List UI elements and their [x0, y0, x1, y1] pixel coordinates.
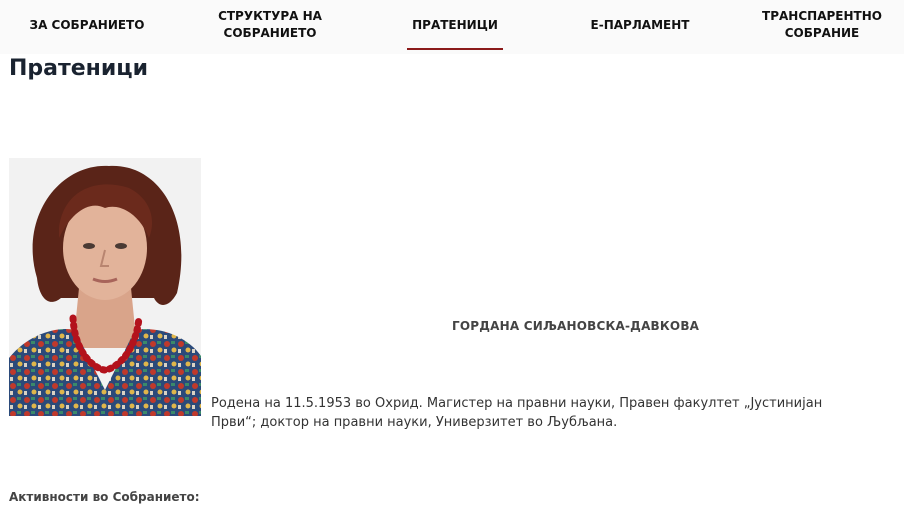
page-title: Пратеници	[9, 56, 149, 81]
nav-item-label: Е-ПАРЛАМЕНТ	[590, 17, 690, 32]
mp-name: ГОРДАНА СИЉАНОВСКА-ДАВКОВА	[452, 319, 700, 333]
nav-item-label: ЗА СОБРАНИЕТО	[29, 17, 145, 32]
nav-item-transparent-assembly[interactable]	[752, 0, 892, 50]
nav-item-label-line-2: СОБРАНИЕТО	[223, 26, 317, 40]
activities-heading: Активности во Собранието:	[9, 490, 200, 504]
nav-item-mps[interactable]	[407, 0, 503, 50]
nav-item-about-assembly[interactable]	[18, 0, 156, 50]
main-navigation	[0, 0, 904, 54]
nav-item-label: ПРАТЕНИЦИ	[412, 17, 498, 32]
nav-item-label-line-1: СТРУКТУРА НА	[218, 9, 322, 23]
mp-biography: Родена на 11.5.1953 во Охрид. Магистер на правни науки, Правен факултет „Јустинијан Први“; доктор на правни науки, Универзитет во Љубљана.	[211, 396, 823, 430]
nav-item-assembly-structure[interactable]	[200, 0, 340, 50]
nav-item-label-line-1: ТРАНСПАРЕНТНО	[762, 9, 882, 23]
nav-item-label-line-2: СОБРАНИЕ	[784, 26, 860, 40]
mp-photo	[9, 158, 201, 416]
nav-item-e-parliament[interactable]	[580, 0, 700, 50]
